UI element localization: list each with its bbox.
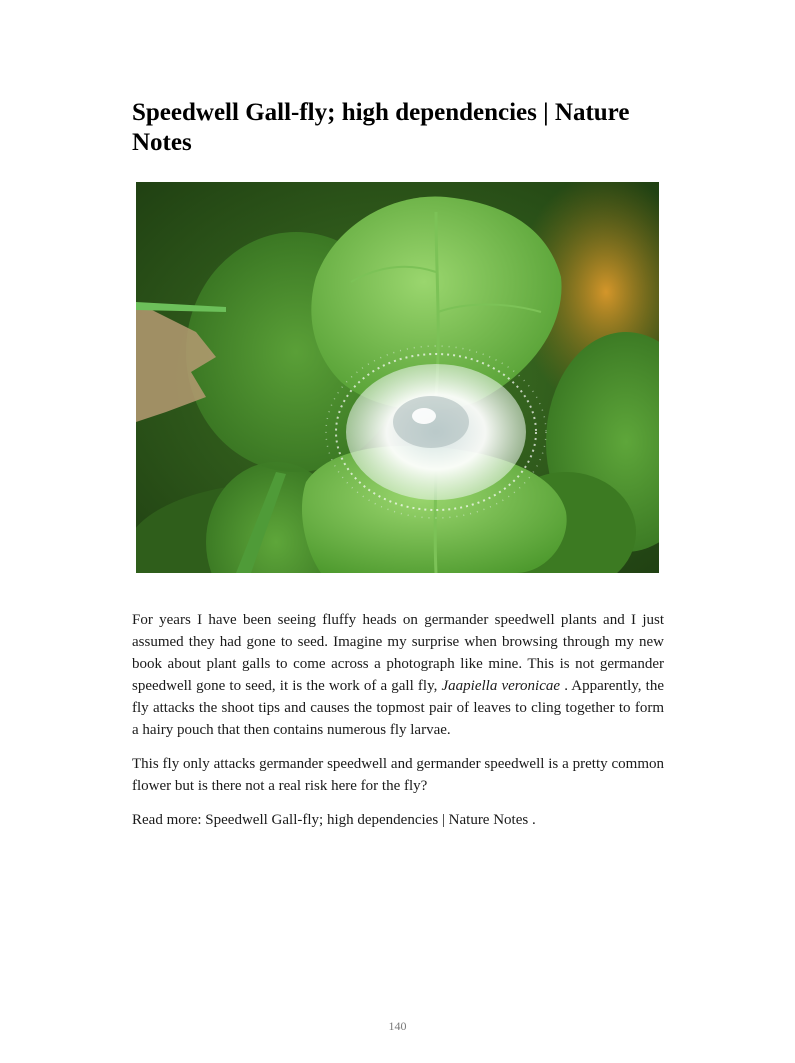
paragraph-intro-continued: . Apparently, the fly attacks the shoot tips and causes the topmost pair of leaves to cling together to form a hairy pouch that then contains numerous fly larvae. — [132, 678, 664, 738]
photo-illustration — [136, 182, 659, 573]
paragraph-intro-text: For years I have been seeing fluffy heads on germander speedwell plants and I just assumed they had gone to seed. Imagine my surprise when browsing through my new book about plant galls to come across a photograph like mine. This is not germander speedwell gone to seed, it is the work of a gall fly, — [132, 612, 664, 694]
article-body — [132, 609, 664, 843]
page-number: 140 — [388, 1019, 407, 1033]
paragraph-risk: This fly only attacks germander speedwell and germander speedwell is a pretty common flower but is there not a real risk here for the fly? — [132, 756, 664, 794]
paragraph-intro — [132, 609, 664, 741]
species-name: Jaapiella veronicae — [441, 678, 561, 694]
page-title: Speedwell Gall-fly; high dependencies | Nature Notes — [132, 99, 630, 156]
read-more-line: Read more: Speedwell Gall-fly; high dependencies | Nature Notes . — [132, 812, 536, 828]
speedwell-gall-photo — [136, 182, 659, 573]
